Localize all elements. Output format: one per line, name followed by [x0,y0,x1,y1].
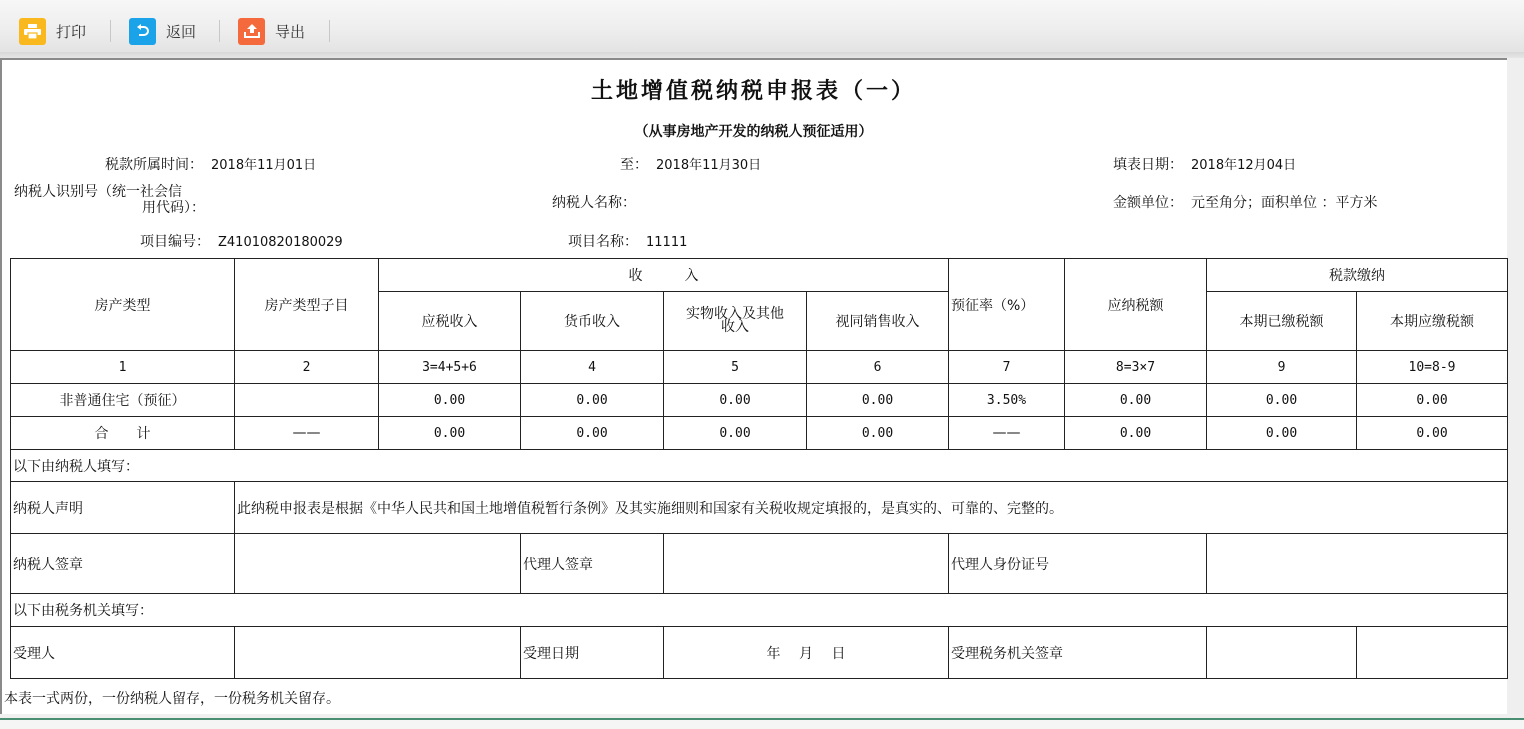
toolbar-separator [329,20,330,42]
cell-due-this-period: 0.00 [1357,417,1508,450]
report-title: 土地增值税纳税申报表（一） [590,79,916,104]
project-name-label: 项目名称： [568,234,638,250]
header-row-1 [11,259,1508,292]
cell-tax-payable: 0.00 [1065,384,1207,417]
tax-office-seal-label: 受理税务机关签章 [949,627,1207,679]
receiver-row [11,627,1508,679]
cell-taxable-income: 0.00 [379,417,521,450]
cell-property-type: 非普通住宅（预征） [11,384,235,417]
export-label: 导出 [275,22,306,41]
header-in-kind-income-line1: 实物收入及其他 [686,305,784,322]
receive-date-value: 年 月 日 [664,627,949,679]
agent-id-field[interactable] [1207,534,1508,594]
agent-seal-label: 代理人签章 [521,534,664,594]
tax-return-table [10,258,1508,679]
receiver-label: 受理人 [11,627,235,679]
index-cell: 5 [664,351,807,384]
cell-total-label: 合 计 [11,417,235,450]
amount-unit-label: 金额单位： [1113,195,1183,211]
cell-monetary-income: 0.00 [521,417,664,450]
receiver-field[interactable] [235,627,521,679]
printer-icon [19,18,46,45]
index-cell: 3=4+5+6 [379,351,521,384]
agent-id-label: 代理人身份证号 [949,534,1207,594]
project-number [140,231,343,251]
tax-period-to-value: 2018年11月30日 [656,158,762,173]
cell-paid-this-period[interactable]: 0.00 [1207,384,1357,417]
agent-seal-field[interactable] [664,534,949,594]
footnote: 本表一式两份，一份纳税人留存，一份税务机关留存。 [4,691,340,707]
cell-taxable-income: 0.00 [379,384,521,417]
tax-office-section-label: 以下由税务机关填写： [11,594,1508,627]
table-row [11,384,1508,417]
print-label: 打印 [56,22,87,41]
undo-icon [129,18,156,45]
cell-in-kind-income: 0.00 [664,417,807,450]
index-cell: 8=3×7 [1065,351,1207,384]
taxpayer-id-label-line2: 用代码）： [142,200,205,216]
total-row [11,417,1508,450]
project-name-value: 11111 [646,235,688,250]
taxpayer-name-label: 纳税人名称： [552,195,636,211]
toolbar [0,0,1524,58]
cell-property-subtype[interactable] [235,384,379,417]
index-cell: 7 [949,351,1065,384]
header-tax-payment-group: 税款缴纳 [1207,259,1508,292]
declaration-text: 此纳税申报表是根据《中华人民共和国土地增值税暂行条例》及其实施细则和国家有关税收规定填报的，是真实的、可靠的、完整的。 [235,482,1508,534]
export-button[interactable] [238,17,305,45]
taxpayer-name [552,192,644,212]
header-due-this-period: 本期应缴税额 [1357,292,1508,351]
taxpayer-seal-label: 纳税人签章 [11,534,235,594]
taxpayer-seal-field[interactable] [235,534,521,594]
status-area [0,720,1524,729]
cell-due-this-period: 0.00 [1357,384,1508,417]
cell-deemed-sales-income[interactable]: 0.00 [807,384,949,417]
cell-tax-payable: 0.00 [1065,417,1207,450]
taxpayer-id [14,184,205,216]
tax-period-from-label: 税款所属时间： [105,157,203,173]
cell-deemed-sales-income: 0.00 [807,417,949,450]
index-cell: 1 [11,351,235,384]
fill-date [1113,154,1296,174]
header-deemed-sales-income: 视同销售收入 [807,292,949,351]
declaration-row [11,482,1508,534]
index-cell: 9 [1207,351,1357,384]
cell-in-kind-income[interactable]: 0.00 [664,384,807,417]
fill-date-value: 2018年12月04日 [1191,158,1297,173]
cell-prepay-rate: 3.50% [949,384,1065,417]
tax-office-section-row [11,594,1508,627]
cell-monetary-income[interactable]: 0.00 [521,384,664,417]
tax-period-from [105,154,316,174]
header-property-subtype: 房产类型子目 [235,259,379,351]
upload-icon [238,18,265,45]
tax-period-from-value: 2018年11月01日 [211,158,317,173]
back-label: 返回 [166,22,197,41]
cell-property-subtype: —— [235,417,379,450]
taxpayer-id-label-line1: 纳税人识别号（统一社会信 [14,184,182,200]
index-cell: 6 [807,351,949,384]
header-income-group: 收 入 [379,259,949,292]
index-row [11,351,1508,384]
taxpayer-section-label: 以下由纳税人填写： [11,450,1508,482]
amount-unit [1113,192,1377,212]
amount-unit-value: 元至角分；面积单位 ：平方米 [1191,195,1378,211]
header-property-type: 房产类型 [11,259,235,351]
fill-date-label: 填表日期： [1113,157,1183,173]
tax-period-to-label: 至： [620,157,648,173]
header-in-kind-income-line2: 收入 [721,318,749,335]
index-cell: 4 [521,351,664,384]
report-subtitle: （从事房地产开发的纳税人预征适用） [634,124,873,140]
signature-row [11,534,1508,594]
receive-date-label: 受理日期 [521,627,664,679]
cell-paid-this-period: 0.00 [1207,417,1357,450]
tax-period-to [620,154,761,174]
header-in-kind-income [664,292,807,351]
toolbar-separator [110,20,111,42]
taxpayer-section-row [11,450,1508,482]
back-button[interactable] [129,17,196,45]
scrollbar-track[interactable] [1507,58,1524,714]
header-taxable-income: 应税收入 [379,292,521,351]
print-button[interactable] [19,17,86,45]
header-prepay-rate: 预征率（%） [949,259,1065,351]
tax-office-seal-field-2[interactable] [1357,627,1508,679]
project-number-value: Z41010820180029 [218,235,343,250]
index-cell: 2 [235,351,379,384]
header-tax-payable: 应纳税额 [1065,259,1207,351]
cell-prepay-rate: —— [949,417,1065,450]
header-paid-this-period: 本期已缴税额 [1207,292,1357,351]
toolbar-separator [219,20,220,42]
index-cell: 10=8-9 [1357,351,1508,384]
declaration-label: 纳税人声明 [11,482,235,534]
project-name [568,231,687,251]
project-number-label: 项目编号： [140,234,210,250]
header-monetary-income: 货币收入 [521,292,664,351]
tax-office-seal-field[interactable] [1207,627,1357,679]
